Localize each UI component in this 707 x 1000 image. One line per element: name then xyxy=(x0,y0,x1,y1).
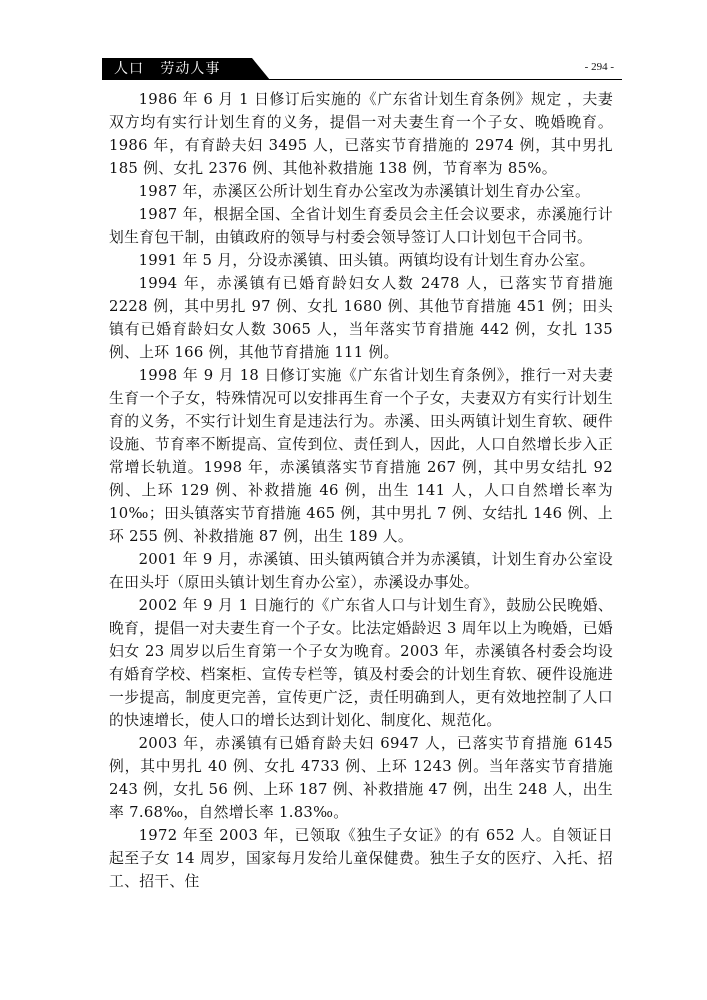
paragraph: 2001 年 9 月，赤溪镇、田头镇两镇合并为赤溪镇，计划生育办公室设在田头圩（原田头镇计划生育办公室），赤溪设办事处。 xyxy=(109,551,613,591)
paragraph: 2003 年，赤溪镇有已婚育龄夫妇 6947 人，已落实节育措施 6145 例，其中男扎 40 例、女扎 4733 例、上环 1243 例。当年落实节育措施 243 例，女扎 56 例、上环 187 例、补救措施 47 例，出生 248 人，出生率 7.68‰，自然增长率 1.83‰。 xyxy=(109,735,613,821)
page-header xyxy=(102,58,622,80)
paragraph: 1991 年 5 月，分设赤溪镇、田头镇。两镇均设有计划生育办公室。 xyxy=(138,252,595,269)
paragraph: 2002 年 9 月 1 日施行的《广东省人口与计划生育》，鼓励公民晚婚、晚育，提倡一对夫妻生育一个子女。比法定婚龄迟 3 周年以上为晚婚，已婚妇女 23 周岁以后生育第一个子女为晚育。2003 年，赤溪镇各村委会均设有婚育学校、档案柜、宣传专栏等，镇及村委会的计划生育软、硬件设施进一步提高，制度更完善，宣传更广泛，责任明确到人，更有效地控制了人口的快速增长，使人口的增长达到计划化、制度化、规范化。 xyxy=(109,597,613,729)
paragraph: 1994 年，赤溪镇有已婚育龄妇女人数 2478 人，已落实节育措施 2228 例，其中男扎 97 例、女扎 1680 例、其他节育措施 451 例；田头镇有已婚育龄妇女人数 3065 人，当年落实节育措施 442 例，女扎 135 例、上环 166 例，其他节育措施 111 例。 xyxy=(109,275,613,361)
header-rule xyxy=(252,79,622,80)
section-title: 人口 劳动人事 xyxy=(114,61,221,77)
paragraph: 1986 年 6 月 1 日修订后实施的《广东省计划生育条例》规定 ，夫妻双方均有实行计划生育的义务，提倡一对夫妻生育一个子女、晚婚晚育。1986 年，有育龄夫妇 3495 人，已落实节育措施的 2974 例，其中男扎 185 例、女扎 2376 例、其他补救措施 138 例，节育率为 85%。 xyxy=(109,91,613,177)
paragraph: 1987 年，赤溪区公所计划生育办公室改为赤溪镇计划生育办公室。 xyxy=(138,183,591,200)
page-number: - 294 - xyxy=(584,61,614,73)
body-text xyxy=(109,88,613,893)
paragraph: 1998 年 9 月 18 日修订实施《广东省计划生育条例》，推行一对夫妻生育一个子女，特殊情况可以安排再生育一个子女，夫妻双方有实行计划生育的义务，不实行计划生育是违法行为。赤溪、田头两镇计划生育软、硬件设施、节育率不断提高、宣传到位、责任到人，因此，人口自然增长步入正常增长轨道。1998 年，赤溪镇落实节育措施 267 例，其中男女结扎 92 例、上环 129 例、补救措施 46 例，出生 141 人，人口自然增长率为 10‰；田头镇落实节育措施 465 例，其中男扎 7 例、女结扎 146 例、上环 255 例、补救措施 87 例，出生 189 人。 xyxy=(109,367,613,545)
paragraph: 1987 年，根据全国、全省计划生育委员会主任会议要求，赤溪施行计划生育包干制，由镇政府的领导与村委会领导签订人口计划包干合同书。 xyxy=(109,206,613,246)
paragraph: 1972 年至 2003 年，已领取《独生子女证》的有 652 人。自领证日起至子女 14 周岁，国家每月发给儿童保健费。独生子女的医疗、入托、招工、招干、住 xyxy=(109,827,613,890)
